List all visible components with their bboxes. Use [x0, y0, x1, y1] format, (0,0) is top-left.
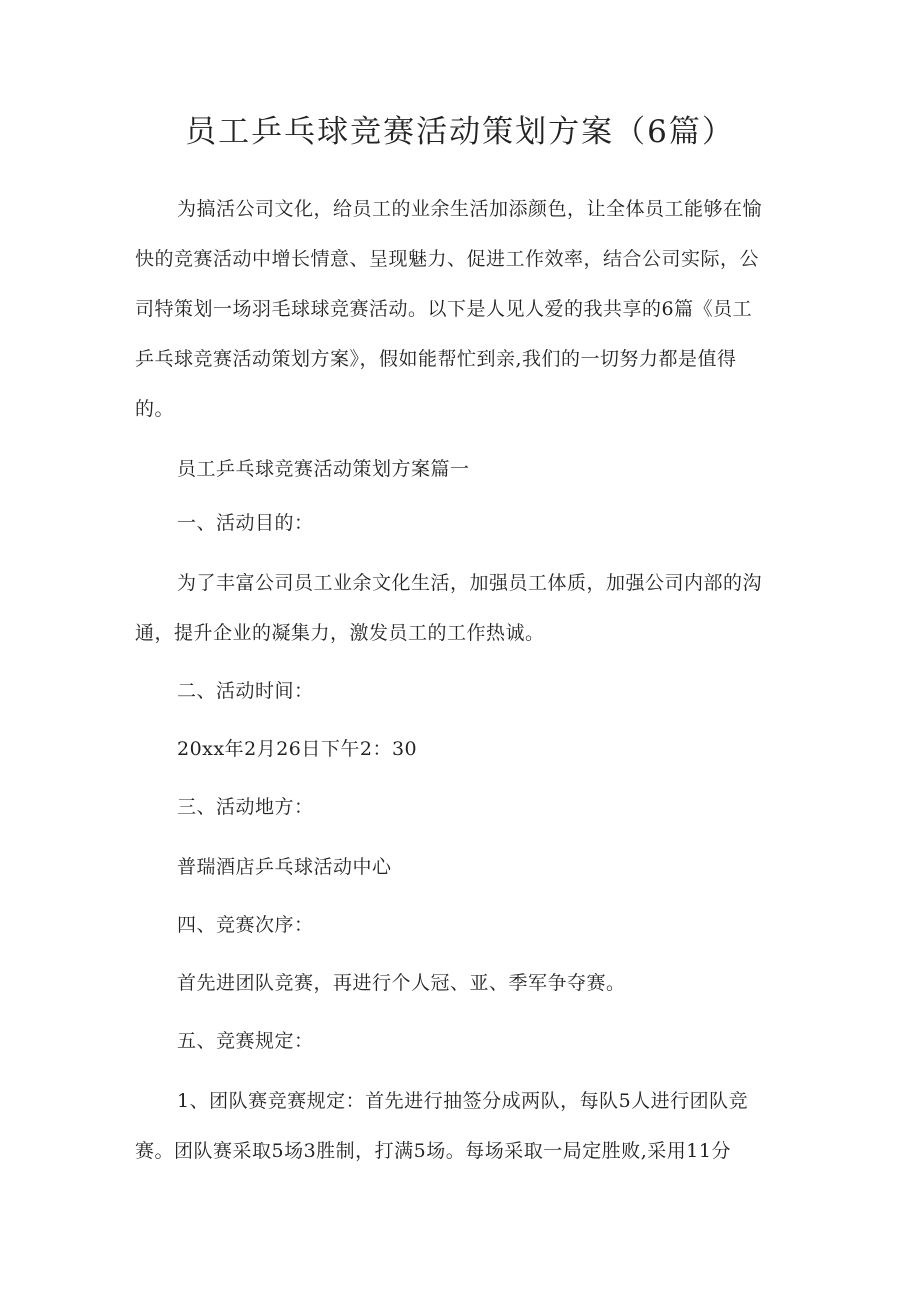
rules-line-1: 1、团队赛竞赛规定：首先进行抽签分成两队，每队5人进行团队竞: [177, 1090, 749, 1112]
intro-line-1: 为搞活公司文化，给员工的业余生活加添颜色，让全体员工能够在愉: [177, 198, 763, 220]
order-paragraph: 首先进团队竞赛，再进行个人冠、亚、季军争夺赛。: [177, 972, 626, 994]
heading-place: 三、活动地方：: [177, 796, 314, 818]
heading-order: 四、竞赛次序：: [177, 914, 314, 936]
goal-line-2: 通，提升企业的凝集力，激发员工的工作热诚。: [135, 622, 545, 644]
rules-line-2: 赛。团队赛采取5场3胜制，打满5场。每场采取一局定胜败,采用11分: [135, 1140, 731, 1162]
time-paragraph: 20xx年2月26日下午2：30: [177, 738, 418, 760]
intro-paragraph: [135, 184, 785, 434]
document-title: 员工乒乓球竞赛活动策划方案（6篇）: [185, 114, 735, 150]
intro-line-3: 司特策划一场羽毛球球竞赛活动。以下是人见人爱的我共享的6篇《员工: [135, 298, 753, 320]
place-paragraph: 普瑞酒店乒乓球活动中心: [177, 856, 392, 878]
intro-line-2: 快的竞赛活动中增长情意、呈现魅力、促进工作效率，结合公司实际，公: [135, 248, 760, 270]
goal-paragraph: [135, 558, 785, 658]
section-title: 员工乒乓球竞赛活动策划方案篇一: [177, 458, 470, 480]
rules-paragraph: [135, 1076, 785, 1176]
heading-time: 二、活动时间：: [177, 680, 314, 702]
goal-line-1: 为了丰富公司员工业余文化生活，加强员工体质，加强公司内部的沟: [177, 572, 763, 594]
heading-goal: 一、活动目的：: [177, 512, 314, 534]
heading-rules: 五、竞赛规定：: [177, 1030, 314, 1052]
intro-line-4: 乒乓球竞赛活动策划方案》，假如能帮忙到亲,我们的一切努力都是值得: [135, 348, 737, 370]
intro-line-5: 的。: [135, 398, 175, 420]
